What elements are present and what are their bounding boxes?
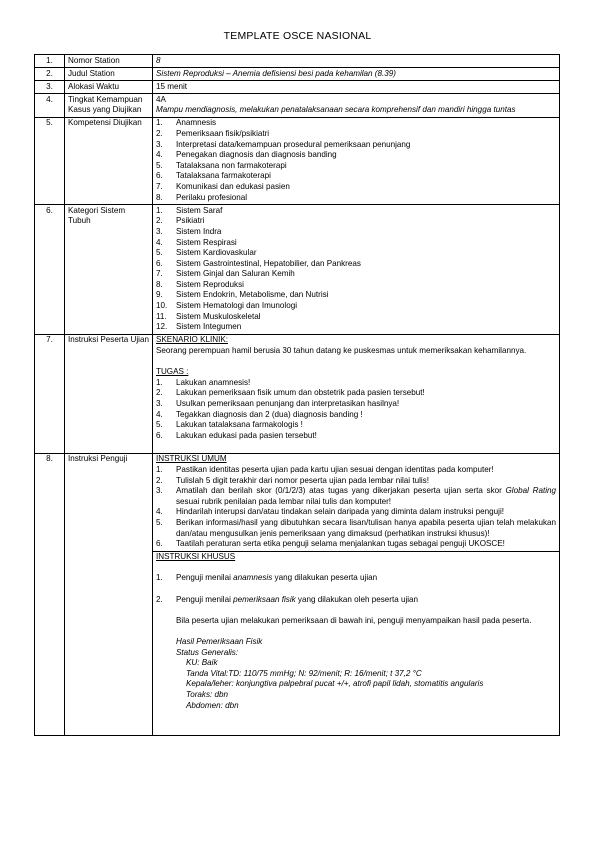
- list-item: 5. Berikan informasi/hasil yang dibutuhkan secara lisan/tulisan hanya apabila peserta ujian telah melakukan dan/atau mengusulkan jenis pemeriksaan yang dimaksud (perhatikan instruksi khusus)!: [156, 517, 556, 538]
- status-item: Tanda Vital:TD: 110/75 mmHg; N: 92/menit; R: 16/menit; t 37,2 °C: [186, 668, 422, 678]
- row-label: Kompetensi Diujikan: [65, 117, 153, 204]
- list-item: 1. Penguji menilai anamnesis yang dilakukan peserta ujian: [156, 573, 378, 583]
- table-row: [35, 55, 560, 68]
- table-row: [35, 68, 560, 81]
- list-item: 2. Psikiatri: [156, 216, 205, 226]
- table-row: [35, 334, 560, 453]
- list-item: 1. Pastikan identitas peserta ujian pada kartu ujian sesuai dengan identitas pada komputer!: [156, 464, 494, 474]
- scenario-text: Seorang perempuan hamil berusia 30 tahun datang ke puskesmas untuk memeriksakan kehamilannya.: [156, 345, 527, 355]
- list-item: 1. Lakukan anamnesis!: [156, 377, 251, 387]
- list-item: 2. Pemeriksaan fisik/psikiatri: [156, 129, 270, 139]
- status-list: [156, 658, 556, 711]
- table-row: [35, 94, 560, 118]
- list-item: 3. Sistem Indra: [156, 226, 222, 236]
- list-item: 8. Perilaku profesional: [156, 192, 248, 202]
- body-system-list: [156, 206, 556, 333]
- list-item: 6. Sistem Gastrointestinal, Hepatobilier, dan Pankreas: [156, 258, 361, 268]
- list-item: 10. Sistem Hematologi dan Imunologi: [156, 301, 298, 311]
- scenario-heading: SKENARIO KLINIK:: [156, 335, 228, 345]
- page-title: TEMPLATE OSCE NASIONAL: [223, 30, 372, 42]
- row-label: Tingkat Kemampuan Kasus yang Diujikan: [65, 94, 153, 118]
- list-item: 4. Hindarilah interupsi dan/atau tindakan selain daripada yang diminta dalam instruksi penguji!: [156, 507, 504, 517]
- row-label: Instruksi Penguji: [65, 453, 153, 735]
- general-instructions-list: [156, 465, 556, 550]
- special-instructions-list: [156, 573, 556, 584]
- table-row: [35, 117, 560, 204]
- row-label: Judul Station: [65, 68, 153, 81]
- special-instructions-heading: INSTRUKSI KHUSUS: [156, 552, 236, 562]
- list-item: 1. Sistem Saraf: [156, 205, 223, 215]
- row-value: [153, 94, 560, 118]
- results-heading: Hasil Pemeriksaan Fisik: [176, 636, 263, 646]
- list-item: 1. Anamnesis: [156, 118, 217, 128]
- row-number: 3.: [35, 81, 65, 94]
- list-item: 2. Lakukan pemeriksaan fisik umum dan obstetrik pada pasien tersebut!: [156, 388, 425, 398]
- row-value: [153, 334, 560, 453]
- status-item: Toraks: dbn: [186, 689, 228, 699]
- row-label: Nomor Station: [65, 55, 153, 68]
- row-number: 8.: [35, 453, 65, 735]
- row-number: 2.: [35, 68, 65, 81]
- list-item: 4. Tegakkan diagnosis dan 2 (dua) diagnosis banding !: [156, 409, 363, 419]
- results-note: Bila peserta ujian melakukan pemeriksaan di bawah ini, penguji menyampaikan hasil pada peserta.: [176, 615, 532, 625]
- list-item: 2. Penguji menilai pemeriksaan fisik yang dilakukan oleh peserta ujian: [156, 594, 419, 604]
- list-item: 11. Sistem Muskuloskeletal: [156, 311, 261, 321]
- list-item: 6. Lakukan edukasi pada pasien tersebut!: [156, 430, 317, 440]
- level-description: Mampu mendiagnosis, melakukan penatalaksanaan secara komprehensif dan mandiri hingga tuntas: [156, 105, 516, 115]
- list-item: 4. Sistem Respirasi: [156, 237, 237, 247]
- list-item: 7. Komunikasi dan edukasi pasien: [156, 182, 290, 192]
- list-item: 5. Lakukan tatalaksana farmakologis !: [156, 420, 303, 430]
- list-item: 3. Interpretasi data/kemampuan prosedural pemeriksaan penunjang: [156, 139, 411, 149]
- status-item: Abdomen: dbn: [186, 700, 239, 710]
- table-row: [35, 205, 560, 335]
- list-item: 3. Usulkan pemeriksaan penunjang dan interpretasikan hasilnya!: [156, 398, 400, 408]
- list-item: 5. Sistem Kardiovaskular: [156, 248, 257, 258]
- status-item: KU: Baik: [186, 658, 218, 668]
- list-item: 2. Tulislah 5 digit terakhir dari nomor peserta ujian pada lembar nilai tulis!: [156, 475, 429, 485]
- row-label: Kategori Sistem Tubuh: [65, 205, 153, 335]
- row-number: 7.: [35, 334, 65, 453]
- list-item: 7. Sistem Ginjal dan Saluran Kemih: [156, 269, 295, 279]
- list-item: 9. Sistem Endokrin, Metabolisme, dan Nutrisi: [156, 290, 329, 300]
- row-number: 1.: [35, 55, 65, 68]
- row-value: 8: [153, 55, 560, 68]
- list-item: 12. Sistem Integumen: [156, 322, 242, 332]
- level-code: 4A: [156, 94, 166, 104]
- task-list: [156, 378, 556, 442]
- row-number: 5.: [35, 117, 65, 204]
- special-instructions-cell: [153, 551, 560, 736]
- status-heading: Status Generalis:: [176, 647, 239, 657]
- row-value: Sistem Reproduksi – Anemia defisiensi besi pada kehamilan (8.39): [153, 68, 560, 81]
- row-value: 15 menit: [153, 81, 560, 94]
- row-value: [153, 205, 560, 335]
- list-item: 3. Amatilah dan berilah skor (0/1/2/3) atas tugas yang dikerjakan peserta ujian serta skor Global Rating sesuai rubrik penilaian pada lembar nilai tulis dan komputer!: [156, 486, 556, 506]
- row-number: 4.: [35, 94, 65, 118]
- list-item: 6. Taatilah peraturan serta etika penguji selama menjalankan tugas sebagai penguji UKOSCE!: [156, 539, 505, 549]
- row-value: [153, 117, 560, 204]
- general-instructions-heading: INSTRUKSI UMUM: [156, 454, 227, 464]
- competency-list: [156, 118, 556, 203]
- list-item: 5. Tatalaksana non farmakoterapi: [156, 160, 287, 170]
- row-number: 6.: [35, 205, 65, 335]
- list-item: 6. Tatalaksana farmakoterapi: [156, 171, 271, 181]
- list-item: 4. Penegakan diagnosis dan diagnosis banding: [156, 150, 337, 160]
- task-heading: TUGAS :: [156, 367, 189, 377]
- status-item: Kepala/leher: konjungtiva palpebral pucat +/+, atrofi papil lidah, stomatitis angularis: [186, 679, 484, 689]
- row-label: Alokasi Waktu: [65, 81, 153, 94]
- list-item: 8. Sistem Reproduksi: [156, 279, 244, 289]
- general-instructions-cell: [153, 453, 560, 551]
- osce-form-table: [34, 54, 560, 736]
- row-label: Instruksi Peserta Ujian: [65, 334, 153, 453]
- table-row: [35, 81, 560, 94]
- table-row: [35, 453, 560, 551]
